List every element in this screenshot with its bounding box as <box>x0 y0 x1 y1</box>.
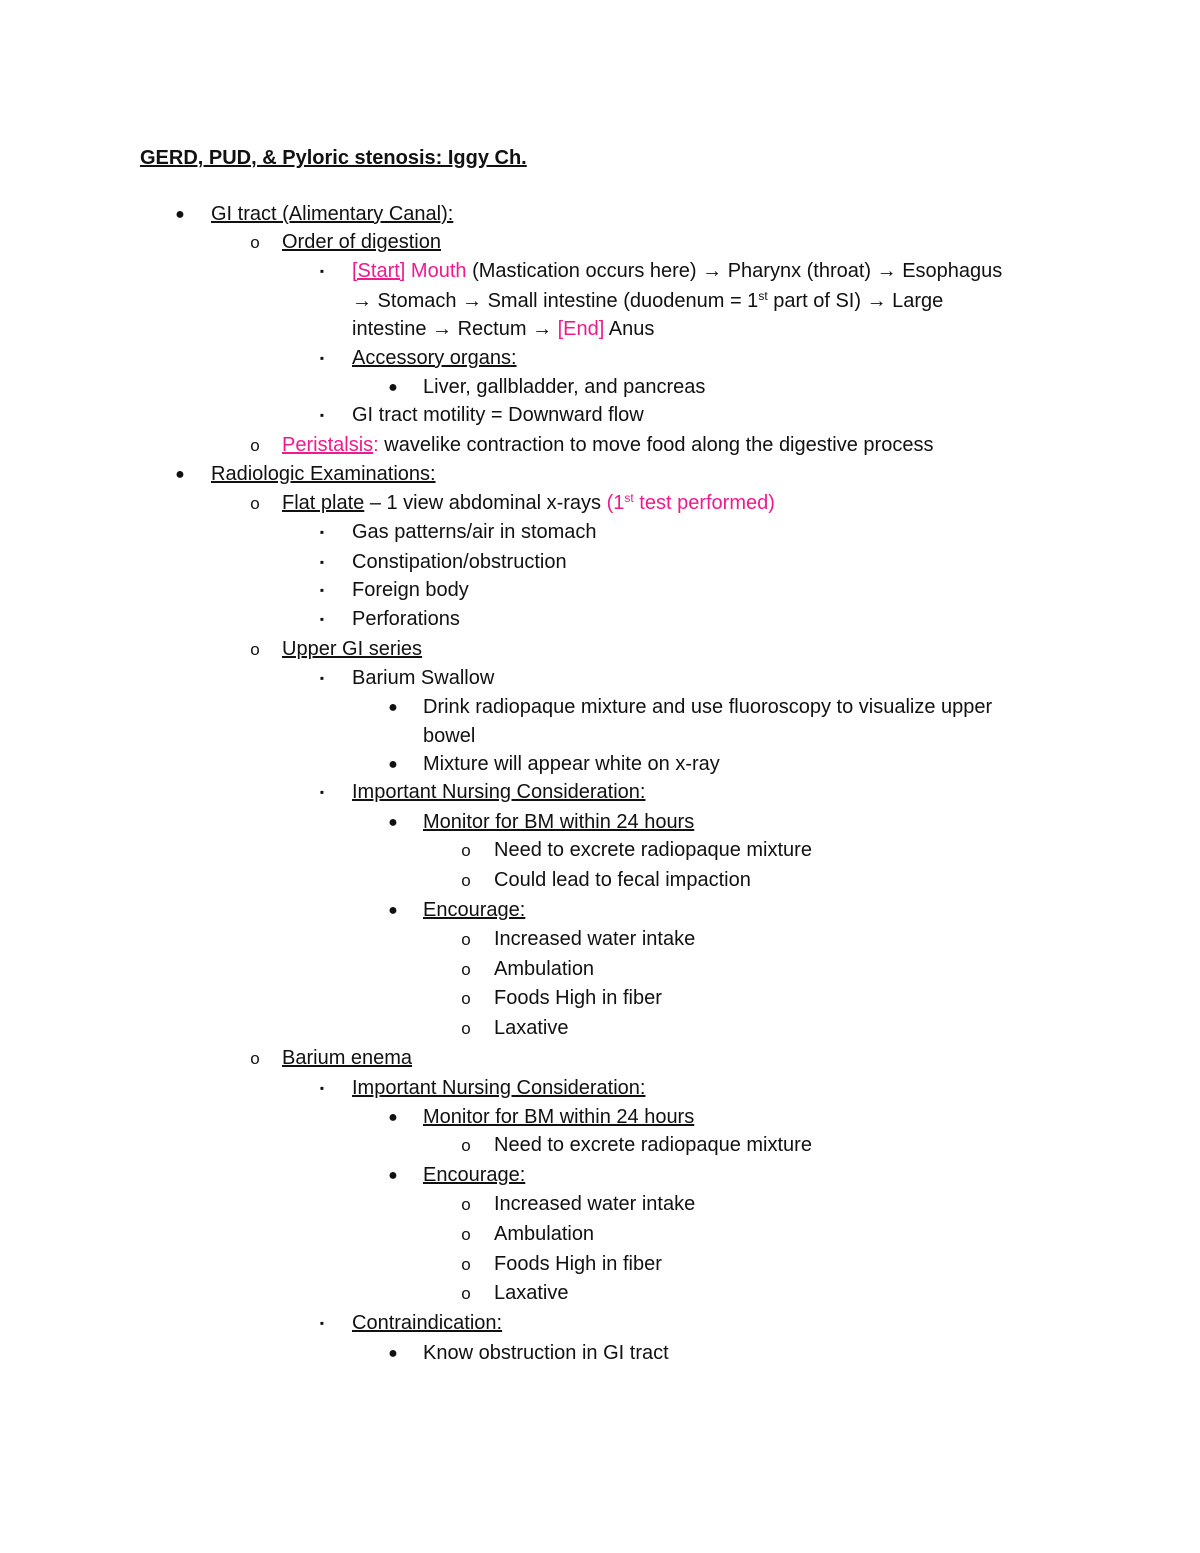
flat-plate-finding: Constipation/obstruction <box>352 551 567 573</box>
digestion-flow-line-2: → Stomach → Small intestine (duodenum = 1st part of SI) → Large <box>352 289 944 312</box>
encourage-item: Ambulation <box>494 958 595 980</box>
accessory-organs-heading: Accessory organs: <box>352 347 517 369</box>
circle-bullet: o <box>461 871 471 890</box>
upper-gi-heading: Upper GI series <box>282 638 423 660</box>
square-bullet: ▪ <box>319 351 325 365</box>
encourage-item: Foods High in fiber <box>494 1253 662 1275</box>
contraindication-heading: Contraindication: <box>352 1312 503 1334</box>
circle-bullet: o <box>461 989 471 1008</box>
nursing-consideration-heading: Important Nursing Consideration: <box>352 1077 646 1099</box>
encourage-item: Increased water intake <box>494 1193 696 1215</box>
encourage-item: Laxative <box>494 1017 569 1039</box>
encourage-item: Laxative <box>494 1282 569 1304</box>
square-bullet: ▪ <box>319 264 325 278</box>
gi-tract-heading: GI tract (Alimentary Canal): <box>211 203 454 225</box>
square-bullet: ▪ <box>319 1081 325 1095</box>
contraindication-item: Know obstruction in GI tract <box>423 1342 669 1364</box>
square-bullet: ▪ <box>319 525 325 539</box>
accessory-organs-item: Liver, gallbladder, and pancreas <box>423 376 706 398</box>
flat-plate-item: Flat plate – 1 view abdominal x-rays (1st test performed) <box>282 491 775 514</box>
monitor-bm-item: Need to excrete radiopaque mixture <box>494 839 812 861</box>
barium-enema-heading: Barium enema <box>282 1047 413 1069</box>
disc-bullet: ● <box>388 902 398 919</box>
disc-bullet: ● <box>388 814 398 831</box>
square-bullet: ▪ <box>319 671 325 685</box>
order-of-digestion-heading: Order of digestion <box>282 231 441 253</box>
radiologic-heading: Radiologic Examinations: <box>211 463 436 485</box>
disc-bullet: ● <box>388 1345 398 1362</box>
circle-bullet: o <box>250 640 260 659</box>
disc-bullet: ● <box>388 699 398 716</box>
circle-bullet: o <box>461 1136 471 1155</box>
disc-bullet: ● <box>388 379 398 396</box>
circle-bullet: o <box>461 1019 471 1038</box>
disc-bullet: ● <box>175 206 185 223</box>
nursing-consideration-heading: Important Nursing Consideration: <box>352 781 646 803</box>
barium-swallow-detail-continued: bowel <box>423 725 476 747</box>
disc-bullet: ● <box>388 1167 398 1184</box>
digestion-flow-line-3: intestine → Rectum → [End] Anus <box>352 318 655 340</box>
page-title: GERD, PUD, & Pyloric stenosis: Iggy Ch. <box>140 147 527 169</box>
peristalsis-item: Peristalsis: wavelike contraction to move food along the digestive process <box>282 434 934 456</box>
monitor-bm-heading: Monitor for BM within 24 hours <box>423 811 695 833</box>
square-bullet: ▪ <box>319 555 325 569</box>
monitor-bm-heading: Monitor for BM within 24 hours <box>423 1106 695 1128</box>
circle-bullet: o <box>461 1255 471 1274</box>
encourage-heading: Encourage: <box>423 899 526 921</box>
circle-bullet: o <box>250 233 260 252</box>
square-bullet: ▪ <box>319 1316 325 1330</box>
circle-bullet: o <box>461 841 471 860</box>
encourage-item: Increased water intake <box>494 928 696 950</box>
encourage-heading: Encourage: <box>423 1164 526 1186</box>
circle-bullet: o <box>461 1284 471 1303</box>
monitor-bm-item: Need to excrete radiopaque mixture <box>494 1134 812 1156</box>
square-bullet: ▪ <box>319 583 325 597</box>
flat-plate-finding: Foreign body <box>352 579 469 601</box>
disc-bullet: ● <box>388 756 398 773</box>
square-bullet: ▪ <box>319 408 325 422</box>
square-bullet: ▪ <box>319 785 325 799</box>
barium-swallow-detail: Drink radiopaque mixture and use fluoroscopy to visualize upper <box>423 696 993 718</box>
encourage-item: Foods High in fiber <box>494 987 662 1009</box>
gi-motility-item: GI tract motility = Downward flow <box>352 404 644 426</box>
circle-bullet: o <box>461 930 471 949</box>
square-bullet: ▪ <box>319 612 325 626</box>
encourage-item: Ambulation <box>494 1223 595 1245</box>
circle-bullet: o <box>461 1225 471 1244</box>
circle-bullet: o <box>461 1195 471 1214</box>
flat-plate-finding: Perforations <box>352 608 460 630</box>
monitor-bm-item: Could lead to fecal impaction <box>494 869 751 891</box>
flat-plate-finding: Gas patterns/air in stomach <box>352 521 597 543</box>
disc-bullet: ● <box>175 466 185 483</box>
circle-bullet: o <box>250 1049 260 1068</box>
barium-swallow-detail: Mixture will appear white on x-ray <box>423 753 720 775</box>
disc-bullet: ● <box>388 1109 398 1126</box>
circle-bullet: o <box>461 960 471 979</box>
barium-swallow-item: Barium Swallow <box>352 667 495 689</box>
circle-bullet: o <box>250 494 260 513</box>
circle-bullet: o <box>250 436 260 455</box>
digestion-flow-line-1: [Start] Mouth (Mastication occurs here) → Pharynx (throat) → Esophagus <box>352 260 1003 282</box>
